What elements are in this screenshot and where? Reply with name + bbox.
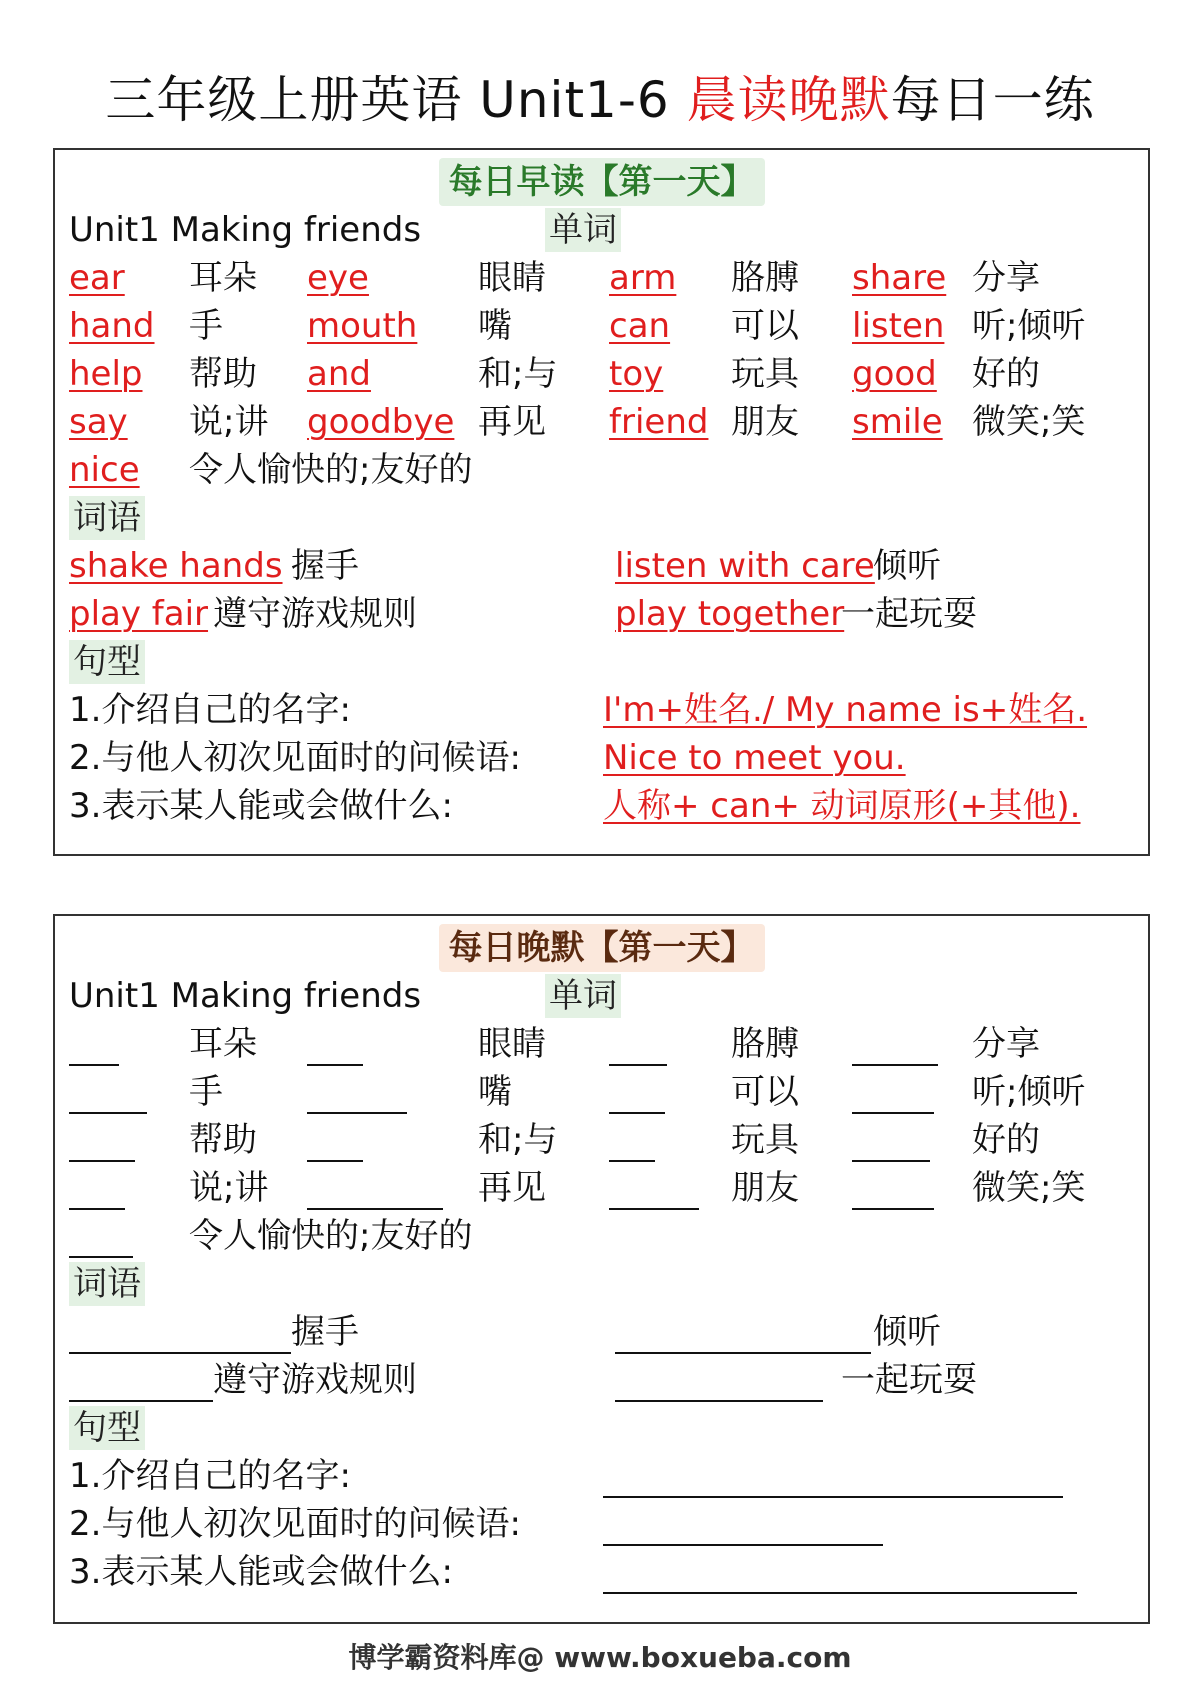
- answer-blank[interactable]: [307, 1064, 363, 1066]
- evening-header: [55, 924, 1148, 972]
- answer-blank[interactable]: [609, 1112, 665, 1114]
- word-cn: 嘴: [478, 1072, 512, 1112]
- answer-blank[interactable]: [615, 1400, 823, 1402]
- word-cn: 微笑;笑: [972, 1168, 1086, 1208]
- answer-blank[interactable]: [69, 1352, 291, 1354]
- word-en: friend: [609, 402, 709, 442]
- phrase-cn: 一起玩耍: [841, 594, 977, 634]
- word-cn: 帮助: [189, 354, 257, 394]
- word-cn: 可以: [731, 1072, 799, 1112]
- word-cn: 帮助: [189, 1120, 257, 1160]
- answer-blank[interactable]: [852, 1112, 934, 1114]
- morning-words-tag: 单词: [545, 208, 621, 252]
- word-cn: 听;倾听: [972, 1072, 1086, 1112]
- word-cn: 说;讲: [189, 402, 269, 442]
- word-cn: 好的: [972, 1120, 1040, 1160]
- sentence-question: 3.表示某人能或会做什么:: [69, 786, 453, 826]
- sentence-question: 1.介绍自己的名字:: [69, 1456, 351, 1496]
- word-cn: 再见: [478, 402, 546, 442]
- evening-words-tag: 单词: [545, 974, 621, 1018]
- word-cn: 玩具: [731, 1120, 799, 1160]
- answer-blank[interactable]: [852, 1208, 934, 1210]
- word-en: ear: [69, 258, 125, 298]
- phrase-cn: 倾听: [873, 546, 941, 586]
- sentence-question: 2.与他人初次见面时的问候语:: [69, 1504, 521, 1544]
- answer-blank[interactable]: [307, 1112, 407, 1114]
- answer-blank[interactable]: [69, 1208, 125, 1210]
- answer-blank[interactable]: [69, 1400, 213, 1402]
- phrase-cn: 倾听: [873, 1312, 941, 1352]
- morning-header-label: 每日早读【第一天】: [439, 158, 765, 206]
- word-cn: 眼睛: [478, 258, 546, 298]
- answer-blank[interactable]: [307, 1160, 363, 1162]
- answer-blank[interactable]: [852, 1064, 938, 1066]
- evening-unit-title: Unit1 Making friends: [69, 976, 422, 1016]
- sentence-question: 3.表示某人能或会做什么:: [69, 1552, 453, 1592]
- answer-blank[interactable]: [603, 1592, 1077, 1594]
- word-en: mouth: [307, 306, 418, 346]
- phrase-cn: 握手: [291, 1312, 359, 1352]
- title-suffix: 每日一练: [890, 71, 1095, 129]
- word-cn: 耳朵: [189, 258, 257, 298]
- sentence-answer: Nice to meet you.: [603, 738, 906, 778]
- word-cn: 说;讲: [189, 1168, 269, 1208]
- evening-dictation-box: [53, 914, 1150, 1624]
- word-cn: 听;倾听: [972, 306, 1086, 346]
- word-cn: 分享: [972, 258, 1040, 298]
- word-cn: 再见: [478, 1168, 546, 1208]
- footer-watermark: 博学霸资料库@ www.boxueba.com: [348, 1641, 852, 1674]
- word-en: toy: [609, 354, 664, 394]
- word-en: say: [69, 402, 128, 442]
- word-en: eye: [307, 258, 369, 298]
- word-cn: 分享: [972, 1024, 1040, 1064]
- word-en: listen: [852, 306, 945, 346]
- word-en: arm: [609, 258, 677, 298]
- phrase-cn: 一起玩耍: [841, 1360, 977, 1400]
- word-en: help: [69, 354, 143, 394]
- word-en: and: [307, 354, 371, 394]
- word-cn: 和;与: [478, 354, 558, 394]
- word-cn: 手: [189, 1072, 223, 1112]
- word-cn: 令人愉快的;友好的: [189, 1216, 473, 1256]
- page-title: [0, 70, 1200, 130]
- word-cn: 手: [189, 306, 223, 346]
- word-cn: 令人愉快的;友好的: [189, 450, 473, 490]
- answer-blank[interactable]: [307, 1208, 443, 1210]
- word-en: hand: [69, 306, 155, 346]
- word-en: good: [852, 354, 937, 394]
- sentence-question: 2.与他人初次见面时的问候语:: [69, 738, 521, 778]
- answer-blank[interactable]: [69, 1160, 135, 1162]
- title-highlight: 晨读晚默: [686, 71, 891, 129]
- word-cn: 朋友: [731, 402, 799, 442]
- word-cn: 和;与: [478, 1120, 558, 1160]
- sentence-answer: 人称+ can+ 动词原形(+其他).: [603, 786, 1081, 826]
- phrase-en: shake hands: [69, 546, 283, 586]
- answer-blank[interactable]: [603, 1544, 883, 1546]
- word-cn: 微笑;笑: [972, 402, 1086, 442]
- title-prefix: 三年级上册英语 Unit1-6: [105, 71, 687, 129]
- answer-blank[interactable]: [69, 1064, 119, 1066]
- answer-blank[interactable]: [603, 1496, 1063, 1498]
- word-cn: 嘴: [478, 306, 512, 346]
- sentence-question: 1.介绍自己的名字:: [69, 690, 351, 730]
- sentence-answer: I'm+姓名./ My name is+姓名.: [603, 690, 1088, 730]
- answer-blank[interactable]: [615, 1352, 871, 1354]
- phrase-cn: 遵守游戏规则: [213, 594, 417, 634]
- phrase-cn: 握手: [291, 546, 359, 586]
- answer-blank[interactable]: [609, 1160, 655, 1162]
- evening-sentences-tag: 句型: [69, 1406, 145, 1450]
- phrase-en: listen with care: [615, 546, 875, 586]
- word-cn: 朋友: [731, 1168, 799, 1208]
- answer-blank[interactable]: [69, 1256, 133, 1258]
- word-cn: 玩具: [731, 354, 799, 394]
- phrase-en: play together: [615, 594, 845, 634]
- morning-unit-title: Unit1 Making friends: [69, 210, 422, 250]
- phrase-en: play fair: [69, 594, 209, 634]
- phrase-cn: 遵守游戏规则: [213, 1360, 417, 1400]
- word-en: can: [609, 306, 671, 346]
- word-cn: 胳膊: [731, 1024, 799, 1064]
- morning-header: [55, 158, 1148, 206]
- word-cn: 眼睛: [478, 1024, 546, 1064]
- word-en: smile: [852, 402, 943, 442]
- word-cn: 耳朵: [189, 1024, 257, 1064]
- answer-blank[interactable]: [609, 1064, 667, 1066]
- morning-sentences-tag: 句型: [69, 640, 145, 684]
- evening-header-label: 每日晚默【第一天】: [439, 924, 765, 972]
- answer-blank[interactable]: [609, 1208, 699, 1210]
- morning-reading-box: [53, 148, 1150, 856]
- word-cn: 好的: [972, 354, 1040, 394]
- word-en: nice: [69, 450, 140, 490]
- answer-blank[interactable]: [852, 1160, 930, 1162]
- word-en: goodbye: [307, 402, 455, 442]
- evening-phrases-tag: 词语: [69, 1262, 145, 1306]
- word-cn: 胳膊: [731, 258, 799, 298]
- answer-blank[interactable]: [69, 1112, 147, 1114]
- word-en: share: [852, 258, 947, 298]
- morning-phrases-tag: 词语: [69, 496, 145, 540]
- word-cn: 可以: [731, 306, 799, 346]
